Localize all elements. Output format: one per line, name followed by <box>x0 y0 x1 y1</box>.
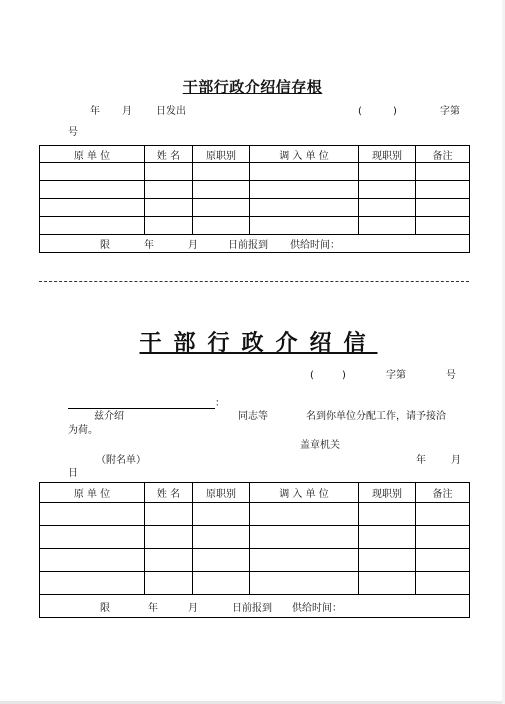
table-cell[interactable] <box>250 217 359 235</box>
table-cell[interactable] <box>40 199 145 217</box>
table-cell[interactable] <box>40 503 145 526</box>
stub-title: 干部行政介绍信存根 <box>182 78 323 96</box>
table-cell[interactable] <box>145 217 193 235</box>
table-cell[interactable] <box>359 572 416 595</box>
letter-table-header-row <box>40 483 470 503</box>
table-cell[interactable] <box>145 163 193 181</box>
table-cell[interactable] <box>250 163 359 181</box>
table-cell[interactable] <box>193 526 250 549</box>
table-cell[interactable] <box>193 572 250 595</box>
table-cell[interactable] <box>416 163 470 181</box>
recipient-colon: ： <box>215 398 225 409</box>
letter-col-current-post: 现职别 <box>359 483 416 503</box>
table-row <box>40 503 470 526</box>
letter-col-name: 姓 名 <box>145 483 193 503</box>
letter-attachment-label: （附名单） <box>96 455 146 466</box>
letter-zi-jieshao: 兹介绍 <box>94 411 124 422</box>
letter-body-line2: 为荷。 <box>68 425 98 436</box>
table-cell[interactable] <box>145 503 193 526</box>
table-cell[interactable] <box>145 199 193 217</box>
letter-day-label: 日 <box>68 468 78 479</box>
stub-col-remarks: 备注 <box>416 146 470 163</box>
letter-body-rest: 名到你单位分配工作，请予接洽 <box>306 411 446 422</box>
table-cell[interactable] <box>250 526 359 549</box>
table-cell[interactable] <box>193 549 250 572</box>
letter-col-transfer-unit: 调 入 单 位 <box>250 483 359 503</box>
table-cell[interactable] <box>416 199 470 217</box>
table-cell[interactable] <box>416 181 470 199</box>
table-cell[interactable] <box>40 163 145 181</box>
table-cell[interactable] <box>359 217 416 235</box>
letter-table <box>39 482 470 618</box>
stub-footer-year: 年 <box>144 240 154 251</box>
letter-col-original-post: 原职别 <box>193 483 250 503</box>
table-row <box>40 163 470 181</box>
table-row <box>40 199 470 217</box>
table-cell[interactable] <box>145 526 193 549</box>
table-cell[interactable] <box>250 503 359 526</box>
stub-footer-report: 日前报到 <box>228 240 268 251</box>
letter-zi-di-label: 字第 <box>386 370 406 381</box>
letter-footer-report: 日前报到 <box>232 602 272 614</box>
letter-hao-label: 号 <box>446 370 456 381</box>
table-cell[interactable] <box>193 199 250 217</box>
stub-col-current-post: 现职别 <box>359 146 416 163</box>
table-cell[interactable] <box>193 503 250 526</box>
table-cell[interactable] <box>359 549 416 572</box>
letter-title: 干部行政介绍信 <box>139 330 378 356</box>
table-cell[interactable] <box>416 526 470 549</box>
stub-year-label: 年 <box>90 106 100 117</box>
letter-paren-close: ) <box>342 370 346 381</box>
stub-day-issued-label: 日发出 <box>156 106 186 117</box>
table-cell[interactable] <box>145 181 193 199</box>
stub-paren-close: ) <box>393 106 397 117</box>
table-cell[interactable] <box>40 526 145 549</box>
stub-table-footer <box>40 235 470 253</box>
table-cell[interactable] <box>250 181 359 199</box>
letter-col-remarks: 备注 <box>416 483 470 503</box>
table-cell[interactable] <box>416 549 470 572</box>
letter-table-footer <box>40 595 470 618</box>
table-cell[interactable] <box>416 503 470 526</box>
table-cell[interactable] <box>193 217 250 235</box>
table-cell[interactable] <box>193 163 250 181</box>
stub-footer-xian: 限 <box>100 240 110 251</box>
stub-footer-month: 月 <box>188 240 198 251</box>
stub-month-label: 月 <box>122 106 132 117</box>
cut-line <box>39 281 469 282</box>
stub-zi-di-label: 字第 <box>440 106 460 117</box>
stub-hao-label: 号 <box>68 127 78 138</box>
table-cell[interactable] <box>359 526 416 549</box>
table-cell[interactable] <box>359 163 416 181</box>
letter-table-footer-row <box>40 595 470 618</box>
letter-paren-open: ( <box>310 370 314 381</box>
table-cell[interactable] <box>145 572 193 595</box>
table-cell[interactable] <box>145 549 193 572</box>
table-cell[interactable] <box>250 572 359 595</box>
letter-footer-month: 月 <box>188 602 198 614</box>
table-row <box>40 526 470 549</box>
recipient-underline[interactable] <box>68 408 215 409</box>
table-cell[interactable] <box>359 181 416 199</box>
stub-table-header-row <box>40 146 470 163</box>
table-cell[interactable] <box>359 199 416 217</box>
stub-col-original-unit: 原 单 位 <box>40 146 145 163</box>
table-cell[interactable] <box>40 181 145 199</box>
letter-year-label: 年 <box>416 455 426 466</box>
letter-month-label: 月 <box>451 455 461 466</box>
table-row <box>40 549 470 572</box>
letter-col-original-unit: 原 单 位 <box>40 483 145 503</box>
stub-col-name: 姓 名 <box>145 146 193 163</box>
table-cell[interactable] <box>250 199 359 217</box>
table-cell[interactable] <box>40 217 145 235</box>
table-cell[interactable] <box>193 181 250 199</box>
table-row <box>40 181 470 199</box>
table-cell[interactable] <box>40 572 145 595</box>
table-cell[interactable] <box>416 572 470 595</box>
letter-seal-label: 盖章机关 <box>300 440 340 451</box>
table-cell[interactable] <box>250 549 359 572</box>
letter-footer-supply: 供给时间： <box>292 602 342 614</box>
table-row <box>40 217 470 235</box>
stub-footer-supply: 供给时间： <box>290 240 340 251</box>
letter-footer-year: 年 <box>148 602 158 614</box>
letter-footer-xian: 限 <box>100 602 110 614</box>
table-cell[interactable] <box>416 217 470 235</box>
stub-col-original-post: 原职别 <box>193 146 250 163</box>
stub-paren-open: ( <box>358 106 362 117</box>
table-cell[interactable] <box>359 503 416 526</box>
table-cell[interactable] <box>40 549 145 572</box>
letter-tongzhi-deng: 同志等 <box>238 411 268 422</box>
table-row <box>40 572 470 595</box>
stub-table-footer-row <box>40 235 470 253</box>
stub-table <box>39 145 470 253</box>
stub-col-transfer-unit: 调 入 单 位 <box>250 146 359 163</box>
